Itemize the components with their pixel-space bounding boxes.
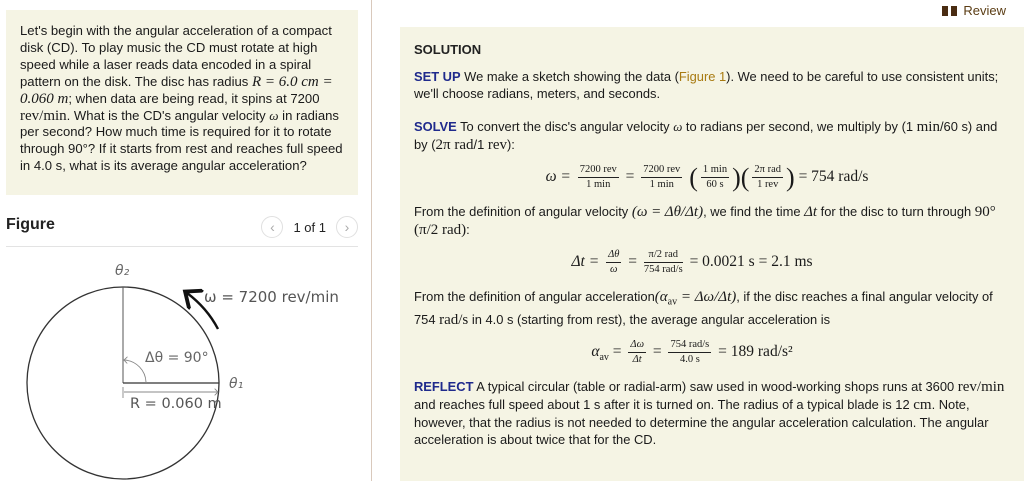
reflect-tag: REFLECT bbox=[414, 378, 474, 394]
eq-result: = 0.0021 s = 2.1 ms bbox=[689, 253, 813, 271]
problem-statement bbox=[6, 10, 358, 195]
setup-paragraph bbox=[414, 68, 1010, 102]
solution-title: SOLUTION bbox=[414, 42, 482, 57]
equals-sign: = bbox=[608, 342, 622, 360]
solve-paragraph bbox=[414, 118, 1010, 154]
time-paragraph bbox=[414, 203, 1010, 239]
alpha-math: (α bbox=[654, 289, 668, 305]
two-pi-rad-math: 2π rad bbox=[435, 137, 474, 153]
solve-text: /1 bbox=[473, 137, 488, 152]
fraction: $\frac{\text{7200 rev}}{1 \min}$ bbox=[579, 164, 617, 190]
book-icon bbox=[942, 6, 957, 16]
reflect-text: . Note, however, that the radius is not needed to determine the angular acceleration calculation. The angular acceleration is about twice that for the CD. bbox=[414, 396, 989, 447]
para-text: From the definition of angular acceleration bbox=[414, 289, 655, 304]
omega-math: ω bbox=[269, 107, 279, 123]
eq-result: = 189 rad/s² bbox=[718, 342, 793, 360]
fraction: $\frac{\Delta\theta}{\omega}$ bbox=[608, 249, 620, 275]
problem-text: . What is the CD's angular velocity bbox=[66, 107, 270, 123]
omega-math: ω bbox=[673, 120, 683, 134]
radius-label: R = 0.060 m bbox=[130, 396, 222, 412]
problem-text: Let's begin with the angular acceleration of a compact disk (CD). To play music the CD must rotate at high speed while a laser reads data encoded in a spiral pattern on the disk. The disc has radius bbox=[20, 23, 332, 89]
eq-lhs: Δt = bbox=[571, 253, 600, 271]
figure-header bbox=[6, 212, 358, 247]
equals-sign: = bbox=[628, 253, 638, 271]
omega-label: ω = 7200 rev/min bbox=[204, 288, 339, 306]
eq-result: = 754 rad/s bbox=[798, 168, 869, 186]
solution-panel bbox=[400, 27, 1024, 481]
panel-divider bbox=[371, 0, 372, 481]
delta-theta-arc bbox=[124, 360, 146, 383]
delta-theta-label: Δθ = 90° bbox=[145, 350, 209, 366]
para-text: : bbox=[466, 222, 470, 237]
para-text: in 4.0 s (starting from rest), the average angular acceleration is bbox=[468, 311, 831, 327]
theta1-label: θ₁ bbox=[229, 376, 244, 392]
para-text: From the definition of angular velocity bbox=[414, 204, 632, 219]
review-label: Review bbox=[963, 3, 1006, 18]
fraction: $\frac{\text{7200 rev}}{1 \min}$ bbox=[643, 164, 681, 190]
equals-sign: = bbox=[652, 342, 662, 360]
para-text: , if the disc reaches a final angular velocity of 754 bbox=[414, 289, 993, 327]
setup-tag: SET UP bbox=[414, 69, 461, 84]
rad-s-math: rad/s bbox=[439, 311, 469, 328]
alpha-definition-math: = Δω/Δt) bbox=[677, 289, 737, 305]
setup-text: We make a sketch showing the data ( bbox=[460, 69, 679, 84]
reflect-paragraph bbox=[414, 378, 1010, 448]
review-link[interactable] bbox=[942, 3, 1006, 18]
solve-text: to radians per second, we multiply by (1 bbox=[682, 119, 917, 134]
equation-delta-t bbox=[374, 249, 1010, 276]
equation-omega: ω = $\frac{\text{7200 rev}}{1 \min}$ = $\frac{\text{7200 rev}}{1 \min}$ ( $\frac{1 \min}{60 s}$ )( $\frac{\text{2π rad}}{\text{1 rev}}$ ) = 754 rad/s bbox=[545, 163, 869, 192]
prev-figure-button[interactable] bbox=[261, 216, 283, 238]
radius-math: R = 6.0 cm = 0.060 m bbox=[20, 73, 333, 107]
acceleration-paragraph bbox=[414, 288, 1010, 329]
fraction: $\frac{\Delta\omega}{\Delta t}$ bbox=[630, 338, 644, 365]
solve-tag: SOLVE bbox=[414, 119, 457, 134]
solve-text: To convert the disc's angular velocity bbox=[456, 119, 674, 134]
figure-pager bbox=[261, 216, 358, 238]
alpha-subscript: av bbox=[599, 351, 609, 363]
alpha-subscript: av bbox=[667, 296, 678, 308]
next-figure-button[interactable] bbox=[336, 216, 358, 238]
problem-text: in radians per second? How much time is required for it to rotate through 90°? If it starts from rest and reaches full speed in 4.0 s, what is its average angular acceleration? bbox=[20, 107, 343, 174]
rev-math: rev bbox=[487, 137, 507, 153]
cm-math: cm bbox=[913, 396, 932, 413]
reflect-text: A typical circular (table or radial-arm) saw used in wood-working shops runs at 3600 bbox=[473, 378, 958, 394]
omega-definition-math: (ω = Δθ/Δt) bbox=[631, 204, 704, 220]
chevron-left-icon: ‹ bbox=[270, 219, 275, 235]
fraction: $\frac{\text{2π rad}}{\text{1 rev}}$ bbox=[754, 164, 782, 190]
problem-text: ; when data are being read, it spins at 7200 bbox=[68, 90, 320, 106]
eq-lhs: α bbox=[591, 342, 600, 360]
theta2-label: θ₂ bbox=[115, 263, 130, 279]
eq-lhs: ω = bbox=[545, 168, 571, 186]
para-text: for the disc to turn through bbox=[817, 204, 975, 219]
equals-sign: = bbox=[625, 168, 635, 186]
figure-page-count: 1 of 1 bbox=[293, 219, 326, 235]
angle-math: 90° (π/2 rad) bbox=[414, 204, 996, 238]
min-math: min bbox=[916, 119, 940, 135]
fraction: $\frac{\text{754 rad/s}}{4.0 s}$ bbox=[670, 338, 710, 365]
solve-text: /60 s) and by ( bbox=[414, 119, 998, 152]
fraction: $\frac{\text{π/2 rad}}{\text{754 rad/s}}$ bbox=[643, 249, 683, 275]
reflect-text: and reaches full speed about 1 s after it is turned on. The radius of a typical blade is 12 bbox=[414, 396, 914, 412]
equation-alpha bbox=[374, 339, 1010, 366]
delta-t-math: Δt bbox=[804, 204, 818, 220]
figure-1-link[interactable]: Figure 1 bbox=[678, 69, 727, 84]
fraction: $\frac{1 \min}{60 s}$ bbox=[702, 164, 728, 190]
chevron-right-icon: › bbox=[344, 219, 350, 235]
para-text: , we find the time bbox=[703, 204, 805, 219]
figure-title: Figure bbox=[6, 216, 55, 233]
solve-text: ): bbox=[506, 137, 515, 152]
rev-min-math: rev/min bbox=[20, 107, 67, 124]
rev-min-math: rev/min bbox=[957, 378, 1005, 395]
setup-text: ). We need to be careful to use consistent units; we'll choose radians, meters, and seconds. bbox=[414, 69, 999, 101]
